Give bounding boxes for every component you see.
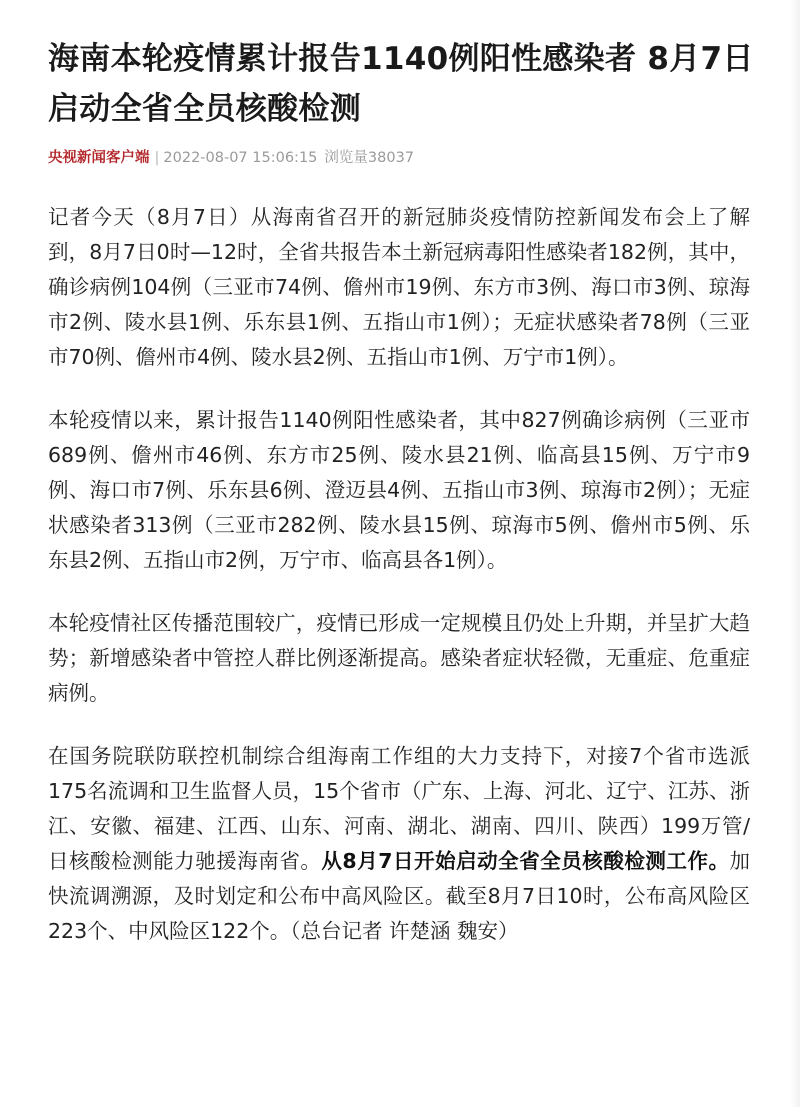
- publish-datetime: 2022-08-07 15:06:15: [163, 150, 318, 166]
- article-paragraph: 本轮疫情社区传播范围较广，疫情已形成一定规模且仍处上升期，并呈扩大趋势；新增感染者中管控人群比例逐渐提高。感染者症状轻微，无重症、危重症病例。: [48, 611, 750, 705]
- page-edge-shadow: [790, 0, 800, 1107]
- article-body: [48, 200, 750, 949]
- article-paragraph: 本轮疫情以来，累计报告1140例阳性感染者，其中827例确诊病例（三亚市689例、儋州市46例、东方市25例、陵水县21例、临高县15例、万宁市9例、海口市7例、乐东县6例、澄迈县4例、五指山市3例、琼海市2例）；无症状感染者313例（三亚市282例、陵水县15例、琼海市5例、儋州市5例、乐东县2例、五指山市2例，万宁市、临高县各1例）。: [48, 408, 750, 572]
- article-paragraph: [48, 739, 750, 949]
- view-count: 浏览量38037: [324, 150, 415, 166]
- source-link[interactable]: 央视新闻客户端: [48, 150, 150, 166]
- paragraph-text: 加快流调溯源，及时划定和公布中高风险区。截至8月7日10时，公布高风险区223个、中风险区122个。（总台记者 许楚涵 魏安）: [48, 849, 751, 943]
- paragraph-emphasis: 从8月7日开始启动全省全员核酸检测工作。: [321, 849, 730, 873]
- article-title: 海南本轮疫情累计报告1140例阳性感染者 8月7日启动全省全员核酸检测: [48, 41, 754, 127]
- paragraph-text: 在国务院联防联控机制综合组海南工作组的大力支持下，对接7个省市选派175名流调和卫生监督人员，15个省市（广东、上海、河北、辽宁、江苏、浙江、安徽、福建、江西、山东、河南、湖北、湖南、四川、陕西）199万管/日核酸检测能力驰援海南省。: [48, 744, 750, 873]
- article-paragraph: 记者今天（8月7日）从海南省召开的新冠肺炎疫情防控新闻发布会上了解到，8月7日0时—12时，全省共报告本土新冠病毒阳性感染者182例，其中，确诊病例104例（三亚市74例、儋州市19例、东方市3例、海口市3例、琼海市2例、陵水县1例、乐东县1例、五指山市1例）；无症状感染者78例（三亚市70例、儋州市4例、陵水县2例、五指山市1例、万宁市1例）。: [48, 205, 750, 369]
- article-meta: [48, 148, 414, 168]
- meta-separator: |: [154, 150, 160, 166]
